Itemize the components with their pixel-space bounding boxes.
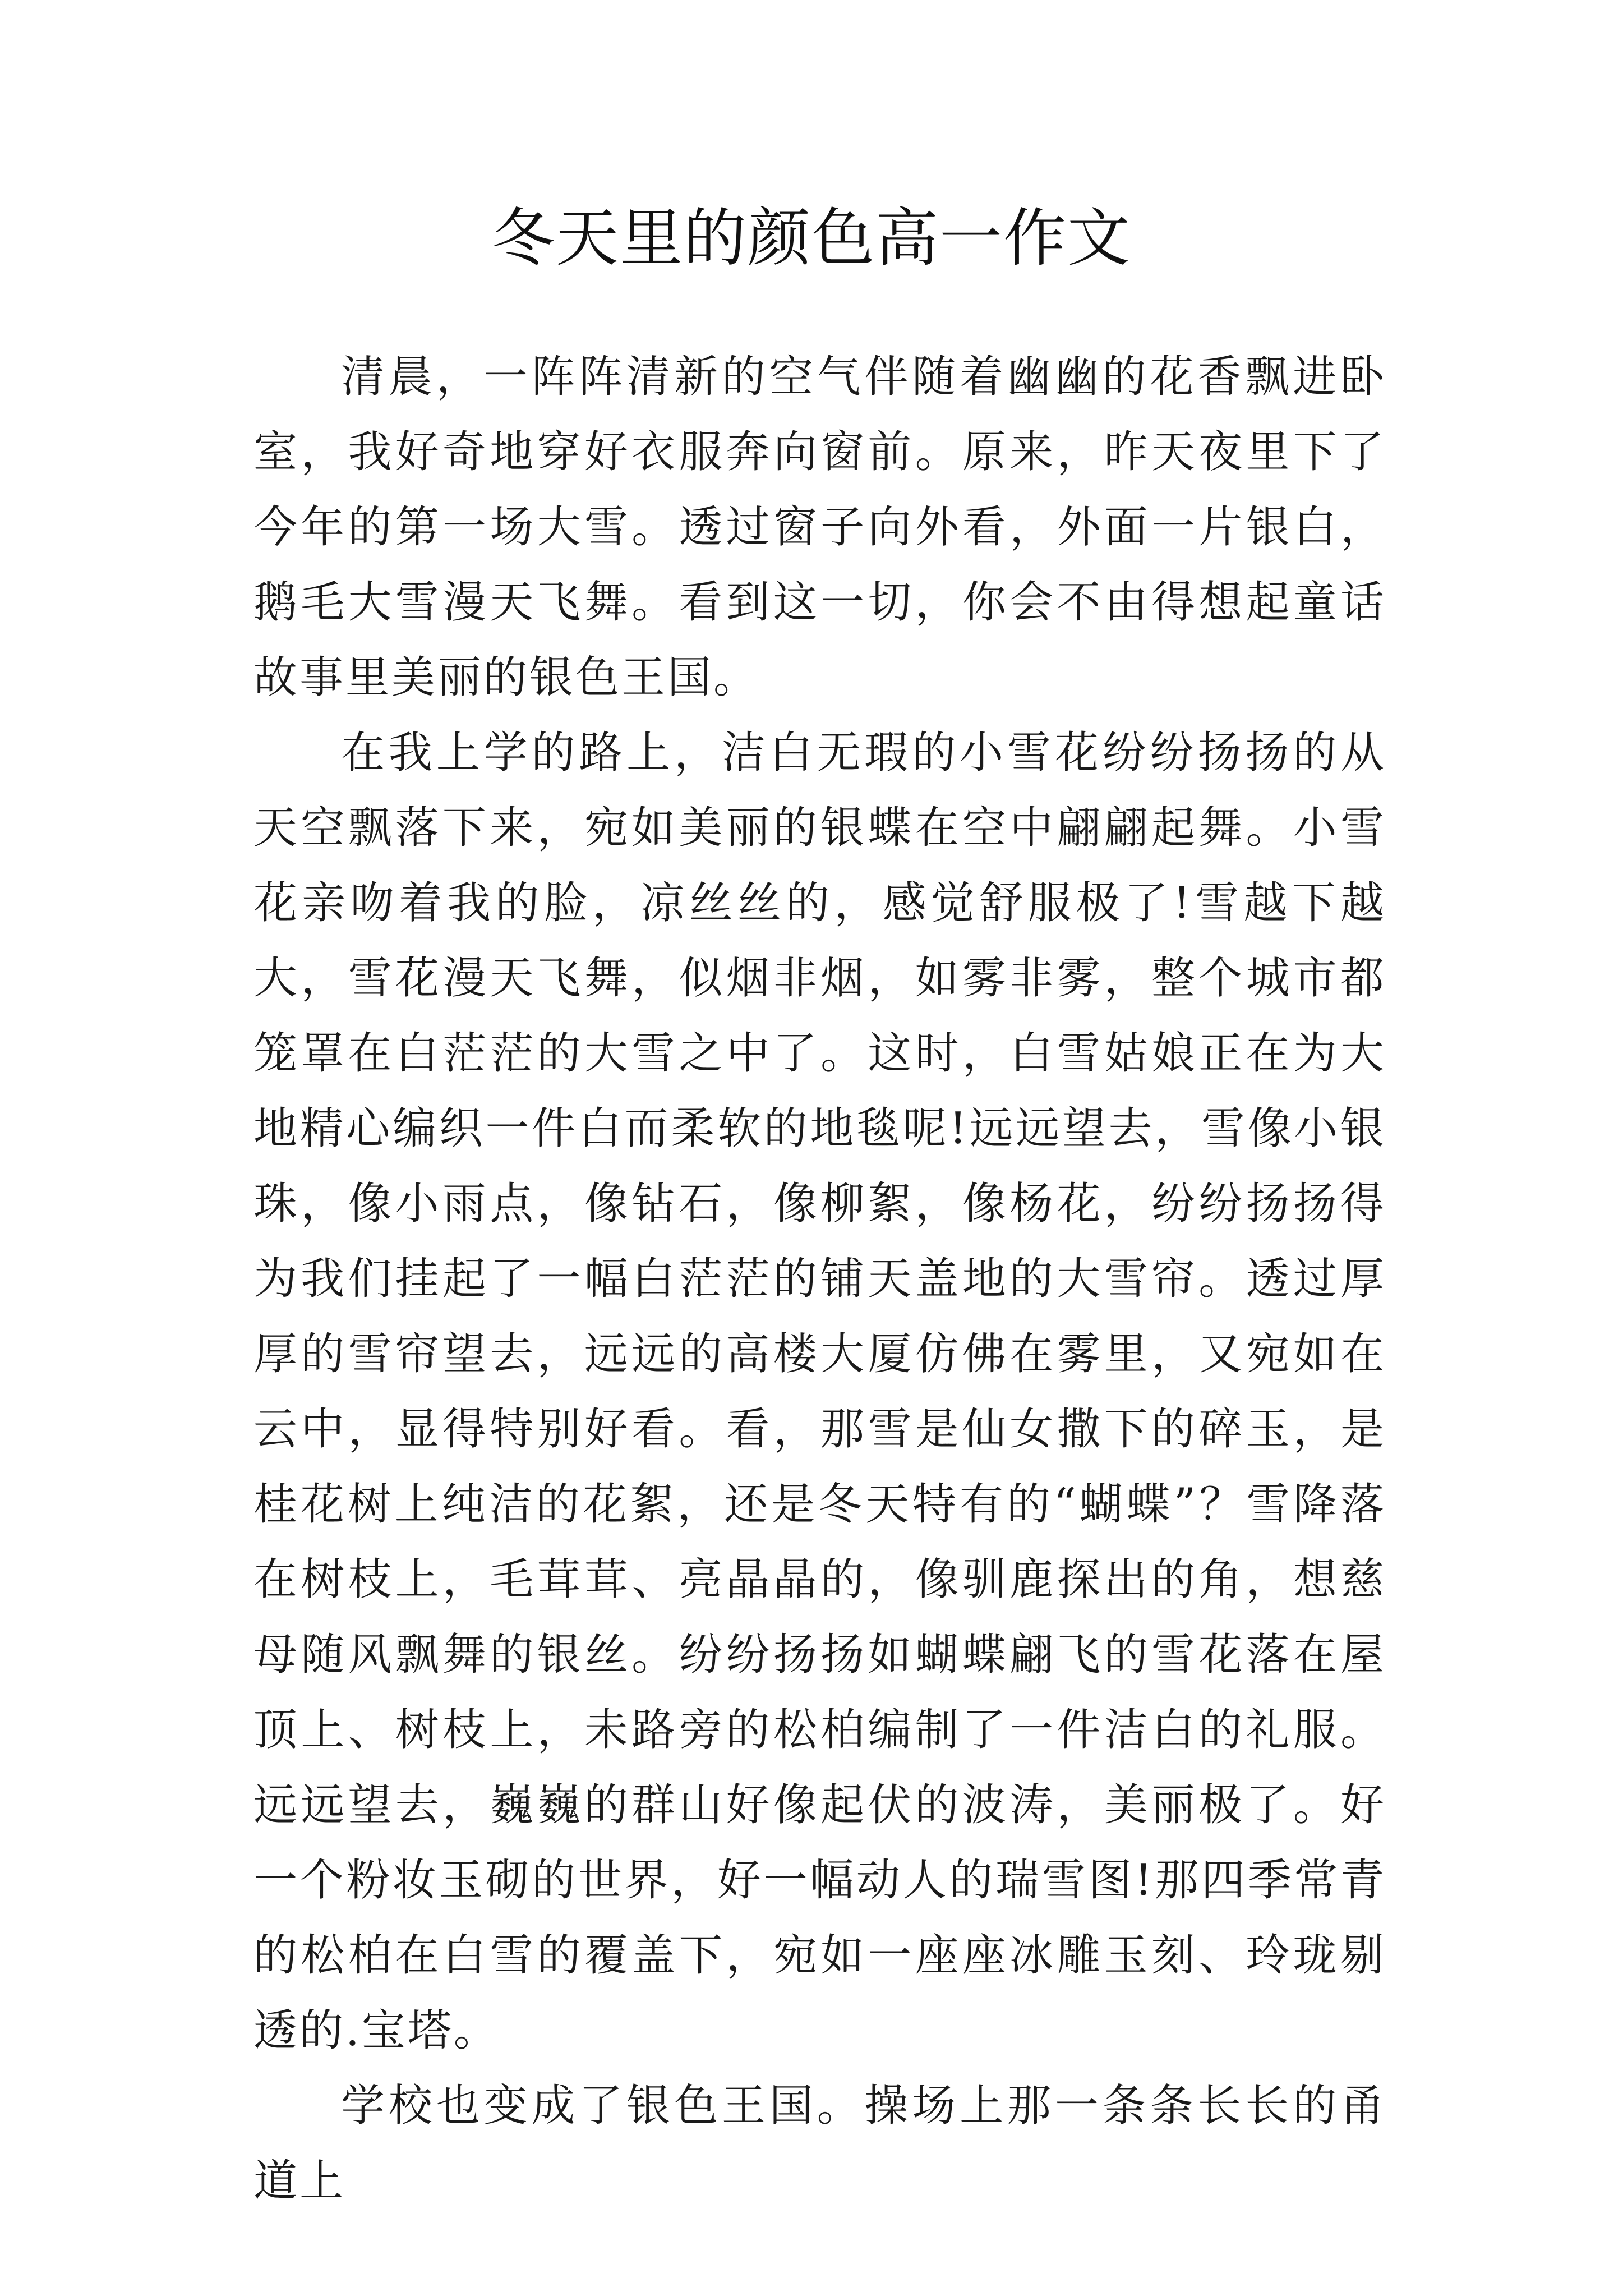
document-body — [253, 339, 1386, 2219]
paragraph-2: 在我上学的路上，洁白无瑕的小雪花纷纷扬扬的从天空飘落下来，宛如美丽的银蝶在空中翩翩起舞。小雪花亲吻着我的脸，凉丝丝的，感觉舒服极了!雪越下越大，雪花漫天飞舞，似烟非烟，如雾非雾，整个城市都笼罩在白茫茫的大雪之中了。这时，白雪姑娘正在为大地精心编织一件白而柔软的地毯呢!远远望去，雪像小银珠，像小雨点，像钻石，像柳絮，像杨花，纷纷扬扬得为我们挂起了一幅白茫茫的铺天盖地的大雪帘。透过厚厚的雪帘望去，远远的高楼大厦仿佛在雾里，又宛如在云中，显得特别好看。看，那雪是仙女撒下的碎玉，是桂花树上纯洁的花絮，还是冬天特有的“蝴蝶”？雪降落在树枝上，毛茸茸、亮晶晶的，像驯鹿探出的角，想慈母随风飘舞的银丝。纷纷扬扬如蝴蝶翩飞的雪花落在屋顶上、树枝上，未路旁的松柏编制了一件洁白的礼服。远远望去，巍巍的群山好像起伏的波涛，美丽极了。好一个粉妆玉砌的世界，好一幅动人的瑞雪图!那四季常青的松柏在白雪的覆盖下，宛如一座座冰雕玉刻、玲珑剔透的.宝塔。 — [253, 728, 1386, 2056]
paragraph-3: 学校也变成了银色王国。操场上那一条条长长的甬道上 — [253, 2081, 1386, 2206]
document-title: 冬天里的颜色高一作文 — [492, 202, 1131, 275]
paragraph-1: 清晨，一阵阵清新的空气伴随着幽幽的花香飘进卧室，我好奇地穿好衣服奔向窗前。原来，昨天夜里下了今年的第一场大雪。透过窗子向外看，外面一片银白，鹅毛大雪漫天飞舞。看到这一切，你会不由得想起童话故事里美丽的银色王国。 — [253, 352, 1386, 703]
